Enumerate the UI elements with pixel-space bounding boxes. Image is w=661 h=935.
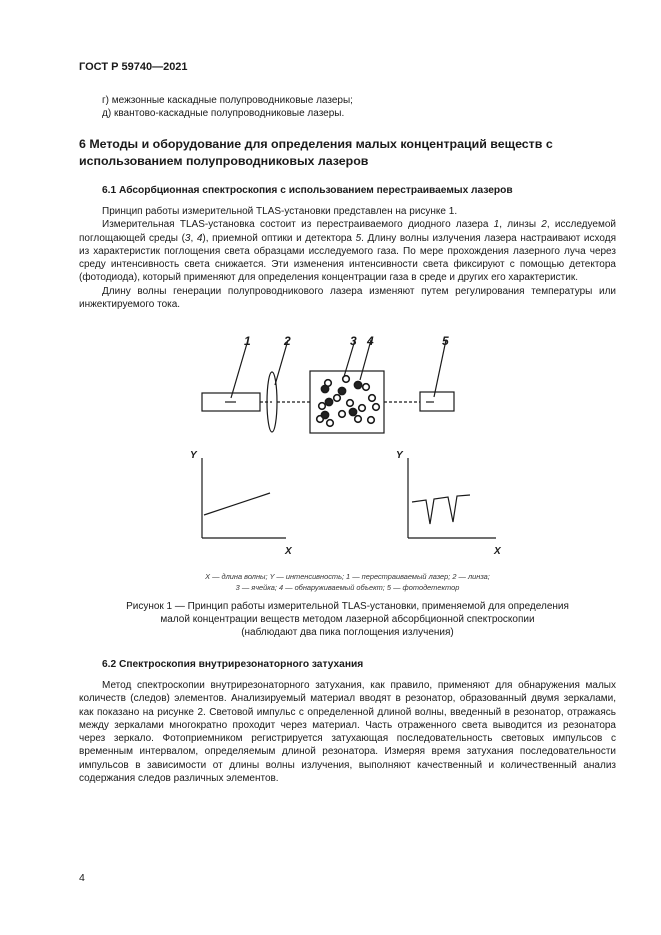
- label-2: 2: [284, 334, 291, 348]
- label-4: 4: [367, 334, 374, 348]
- paragraph: Принцип работы измерительной TLAS-установки представлен на рисунке 1.: [102, 206, 458, 217]
- detected-object: [349, 408, 356, 415]
- particle: [343, 376, 350, 383]
- axis-x-label-right: X: [494, 546, 501, 557]
- page-number: 4: [79, 872, 85, 884]
- figure-1-caption: Рисунок 1 — Принцип работы измерительной TLAS-установки, применяемой для определения малой концентрации веществ методом лазерной абсорбционной спектроскопии (наблюдают два пика поглощения излучения): [126, 601, 569, 638]
- particle: [334, 395, 341, 402]
- paragraph: Метод спектроскопии внутрирезонаторного затухания, как правило, применяют для обнаружения малых количеств (следов) элементов. Анализируемый материал вводят в резонатор, образованный двумя зеркалами, как показано на рисунке 2. Световой импульс с определенной длиной волны, введенный в резонатор, отражаясь между зеркалами многократно проходит через материал. Часть отраженного света выводится из резонатора через зеркало. Фотоприемником регистрируется затухающая последовательность световых импульсов с временным интервалом, определяемым длиной резонатора. Измеряя время затухания последовательности импульсов в зависимости от длины волны излучения, выполняют качественный и количественный анализ содержания следов различных элементов.: [79, 680, 616, 785]
- particle: [339, 411, 346, 418]
- document-header: ГОСТ Р 59740—2021: [79, 61, 188, 73]
- axis-y-label-left: Y: [190, 450, 197, 461]
- list-item: д) квантово-каскадные полупроводниковые лазеры.: [102, 108, 345, 120]
- particle: [359, 405, 366, 412]
- particle: [363, 384, 370, 391]
- figure-1-legend: [79, 571, 616, 593]
- detected-object: [321, 385, 328, 392]
- axis-x-label-left: X: [285, 546, 292, 557]
- leader-5: [434, 340, 446, 397]
- particle: [347, 400, 354, 407]
- particle: [368, 417, 375, 424]
- list: [102, 94, 602, 121]
- section-6-2-title: 6.2 Спектроскопия внутрирезонаторного затухания: [102, 659, 364, 670]
- label-3: 3: [350, 334, 357, 348]
- detected-object: [325, 398, 332, 405]
- label-1: 1: [244, 334, 251, 348]
- paragraph: Длину волны генерации полупроводникового лазера изменяют путем регулирования температуры или инжектируемого тока.: [79, 285, 616, 311]
- figure-1-diagram: [190, 330, 520, 565]
- signal-line-right: [412, 495, 470, 524]
- axis-y-label-right: Y: [396, 450, 403, 461]
- particle: [373, 404, 380, 411]
- paragraph: Измерительная TLAS-установка состоит из перестраиваемого диодного лазера 1, линзы 2, исследуемой поглощающей среды (3, 4), приемной оптики и детектора 5. Длину волны излучения лазера настраивают исходя из характеристик поглощения света образцами исследуемого газа. По мере прохождения лазерного луча через среду интенсивность света снижается. Эти изменения интенсивности света фиксируют с помощью детектора (фотодиода), который применяют для определения концентрации газа в среде и других его характеристик.: [79, 219, 616, 284]
- section-6-1-body: [79, 205, 616, 311]
- particle: [327, 420, 334, 427]
- detected-object: [321, 411, 328, 418]
- section-6-title: 6 Методы и оборудование для определения малых концентраций веществ с использованием полупроводниковых лазеров: [79, 137, 553, 168]
- legend-line: X — длина волны; Y — интенсивность; 1 — перестраиваемый лазер; 2 — линза;: [205, 572, 490, 581]
- section-6-1-title: 6.1 Абсорбционная спектроскопия с использованием перестраиваемых лазеров: [102, 185, 513, 196]
- particle: [369, 395, 376, 402]
- detector-box: [420, 392, 454, 411]
- section-6-2-body: [79, 679, 616, 785]
- leader-1: [231, 340, 248, 398]
- particle: [319, 403, 326, 410]
- detected-object: [354, 381, 361, 388]
- particle: [355, 416, 362, 423]
- signal-line-left: [204, 493, 270, 515]
- label-5: 5: [442, 334, 449, 348]
- detected-object: [338, 387, 345, 394]
- legend-line: 3 — ячейка; 4 — обнаруживаемый объект; 5 — фотодетектор: [235, 583, 460, 592]
- list-item: г) межзонные каскадные полупроводниковые лазеры;: [102, 95, 353, 106]
